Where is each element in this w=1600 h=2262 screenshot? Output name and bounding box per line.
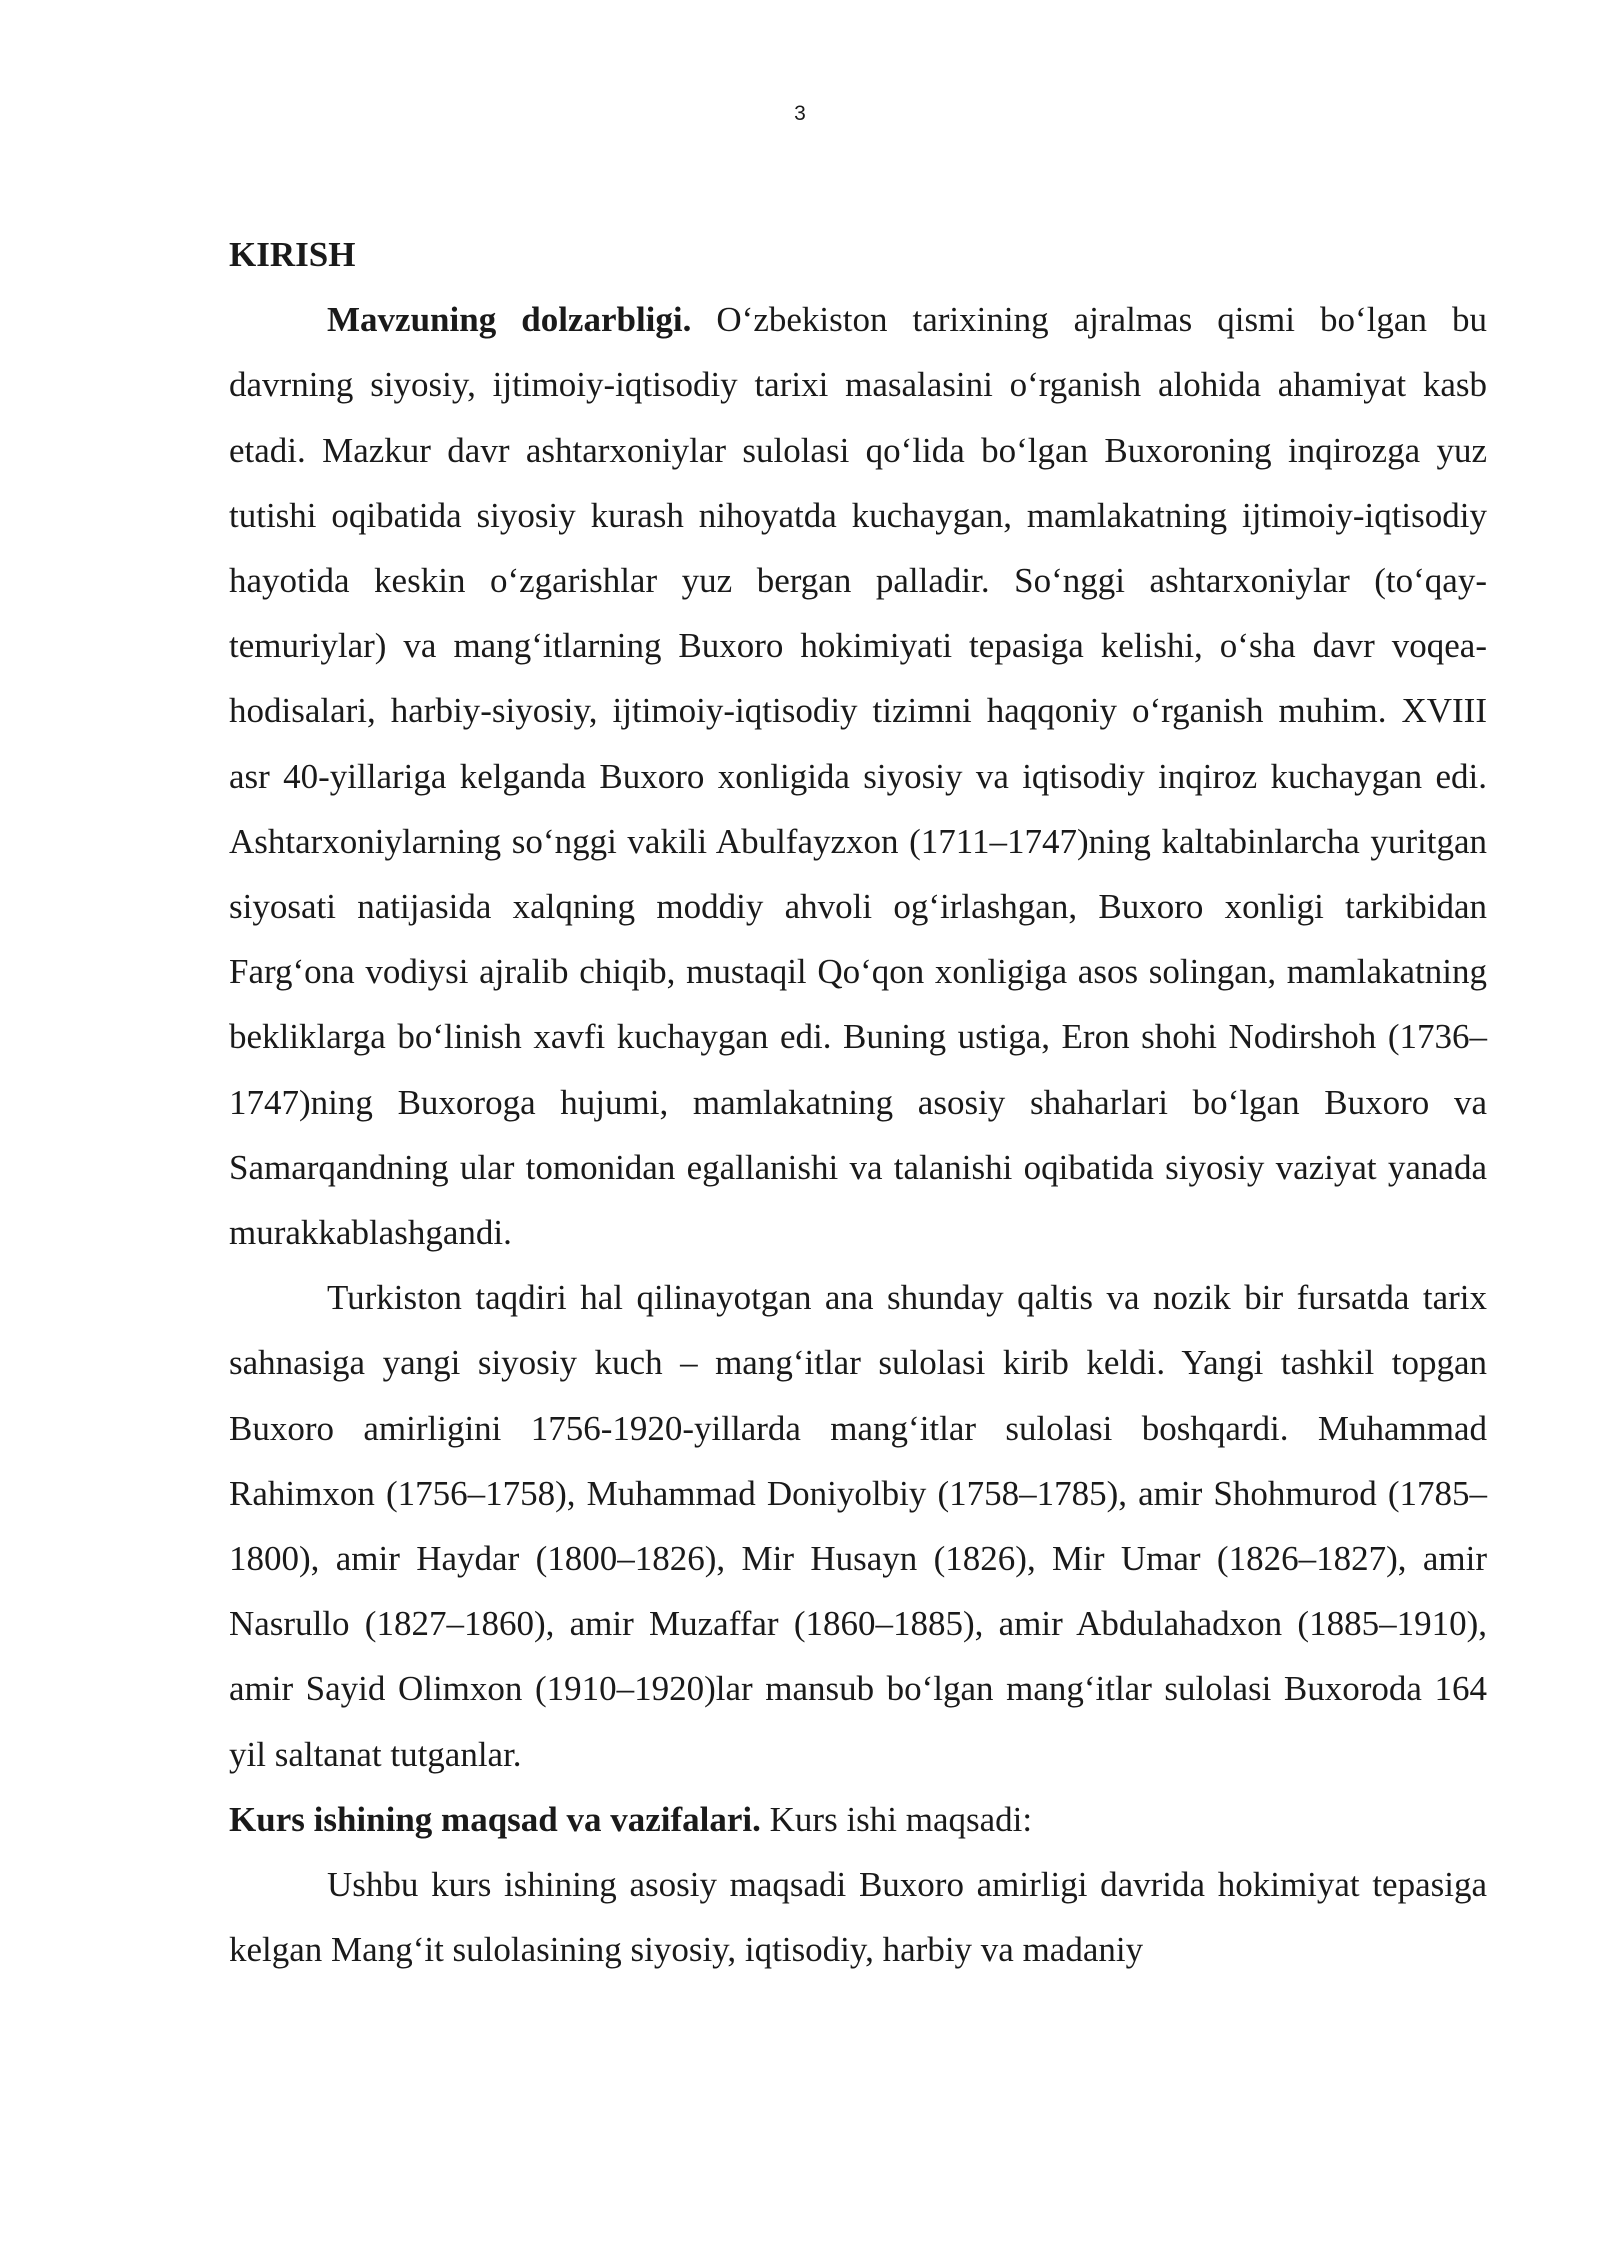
paragraph-text: O‘zbekiston tarixining ajralmas qismi bo‘lgan bu davrning siyosiy, ijtimoiy-iqtisodiy tarixi masalasini o‘rganish alohida ahamiyat kasb etadi. Mazkur davr ashtarxoniylar sulolasi qo‘lida bo‘lgan Buxoroning inqirozga yuz tutishi oqibatida siyosiy kurash nihoyatda kuchaygan, mamlakatning ijtimoiy-iqtisodiy hayotida keskin o‘zgarishlar yuz bergan palladir. So‘nggi ashtarxoniylar (to‘qay-temuriylar) va mang‘itlarning Buxoro hokimiyati tepasiga kelishi, o‘sha davr voqea-hodisalari, harbiy-siyosiy, ijtimoiy-iqtisodiy tizimni haqqoniy o‘rganish muhim. XVIII asr 40-yillariga kelganda Buxoro xonligida siyosiy va iqtisodiy inqiroz kuchaygan edi. Ashtarxoniylarning so‘nggi vakili Abulfayzxon (1711–1747)ning kaltabinlarcha yuritgan siyosati natijasida xalqning moddiy ahvoli og‘irlashgan, Buxoro xonligi tarkibidan Farg‘ona vodiysi ajralib chiqib, mustaqil Qo‘qon xonligiga asos solingan, mamlakatning bekliklarga bo‘linish xavfi kuchaygan edi. Buning ustiga, Eron shohi Nodirshoh (1736–1747)ning Buxoroga hujumi, mamlakatning asosiy shaharlari bo‘lgan Buxoro va Samarqandning ular tomonidan egallanishi va talanishi oqibatida siyosiy vaziyat yanada murakkablashgandi. (229, 300, 1487, 1253)
paragraph-main-goal (229, 1852, 1487, 1982)
paragraph-lead: Kurs ishining maqsad va vazifalari. (229, 1799, 761, 1839)
paragraph-lead: Mavzuning dolzarbligi. (327, 300, 692, 340)
paragraph-relevance (229, 287, 1487, 1265)
document-body (229, 222, 1487, 1982)
page-number: 3 (794, 102, 806, 125)
paragraph-text: Turkiston taqdiri hal qilinayotgan ana shunday qaltis va nozik bir fursatda tarix sahnasiga yangi siyosiy kuch – mang‘itlar sulolasi kirib keldi. Yangi tashkil topgan Buxoro amirligini 1756-1920-yillarda mang‘itlar sulolasi boshqardi. Muhammad Rahimxon (1756–1758), Muhammad Doniyolbiy (1758–1785), amir Shohmurod (1785–1800), amir Haydar (1800–1826), Mir Husayn (1826), Mir Umar (1826–1827), amir Nasrullo (1827–1860), amir Muzaffar (1860–1885), amir Abdulahadxon (1885–1910), amir Sayid Olimxon (1910–1920)lar mansub bo‘lgan mang‘itlar sulolasi Buxoroda 164 yil saltanat tutganlar. (229, 1278, 1487, 1774)
section-heading: KIRISH (229, 235, 356, 274)
paragraph-goals (229, 1787, 1487, 1852)
paragraph-mangit-dynasty (229, 1265, 1487, 1787)
paragraph-text: Kurs ishi maqsadi: (760, 1799, 1033, 1839)
paragraph-text: Ushbu kurs ishining asosiy maqsadi Buxoro amirligi davrida hokimiyat tepasiga kelgan Mang‘it sulolasining siyosiy, iqtisodiy, harbiy va madaniy (229, 1865, 1487, 1970)
